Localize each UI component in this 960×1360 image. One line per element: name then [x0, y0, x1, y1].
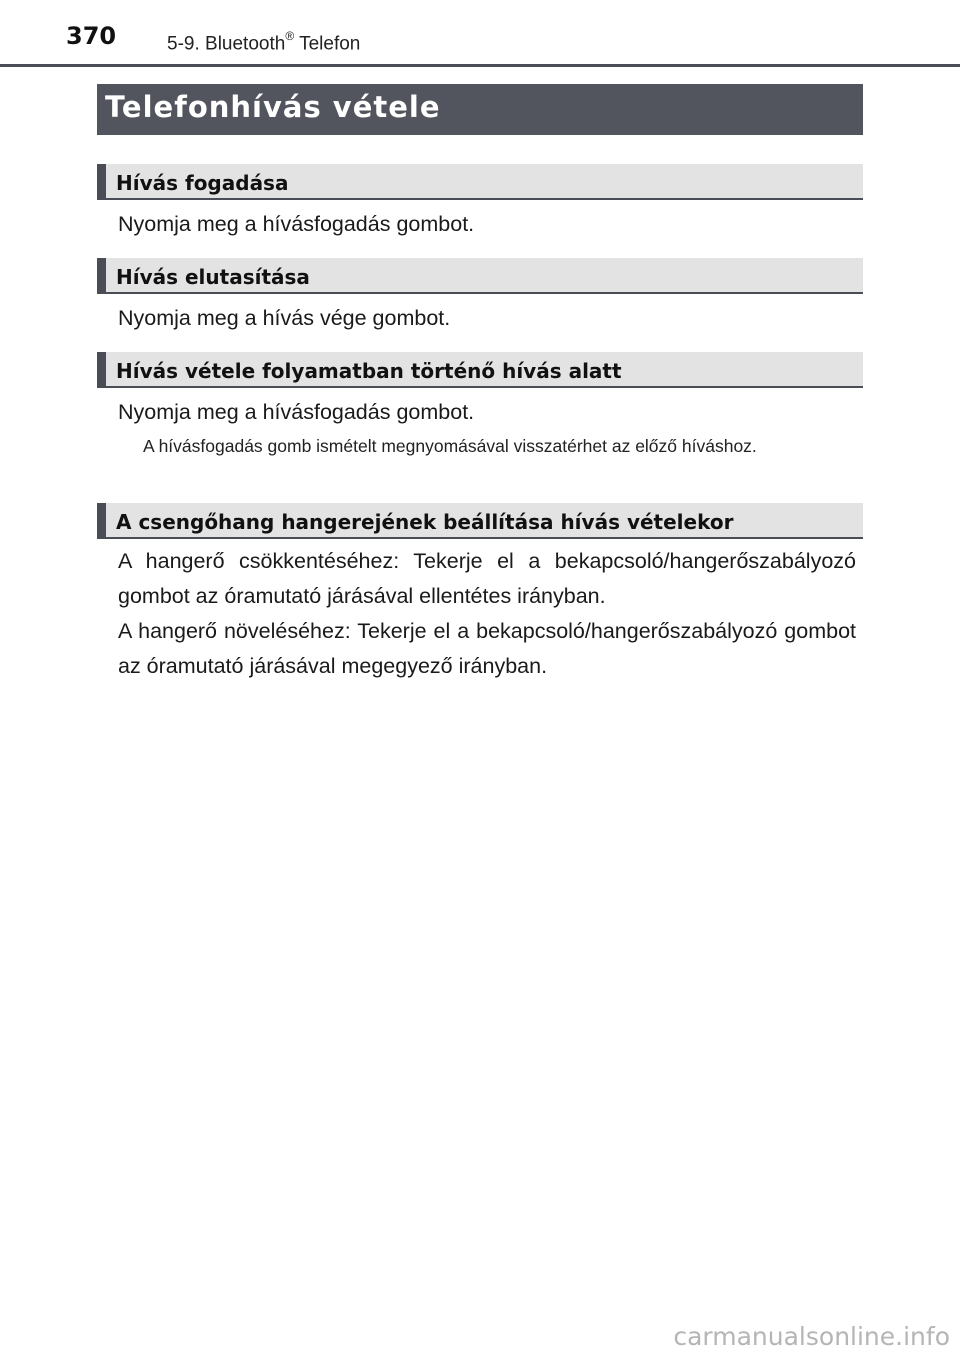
- watermark: carmanualsonline.info: [673, 1322, 950, 1351]
- chapter-prefix: 5-9. Bluetooth: [167, 33, 286, 55]
- chapter-suffix: Telefon: [294, 33, 361, 55]
- note-text: A hívásfogadás gomb ismételt megnyomásával visszatérhet az előző híváshoz.: [143, 436, 757, 456]
- paragraph: Nyomja meg a hívásfogadás gombot.: [118, 212, 475, 236]
- chapter-title: [167, 31, 360, 55]
- page-number: 370: [66, 22, 117, 50]
- paragraph: A hangerő növeléséhez: Tekerje el a bekapcsoló/hangerőszabályozó gombot az óramutató járásával megegyező irányban.: [118, 619, 856, 678]
- page-title-bar: [97, 84, 863, 135]
- section-heading-text: Hívás elutasítása: [116, 265, 310, 289]
- section-heading-call-reject: [97, 258, 863, 294]
- section-heading-ringtone-volume: [97, 503, 863, 539]
- page-header: [0, 0, 960, 68]
- paragraph: Nyomja meg a hívás vége gombot.: [118, 306, 451, 330]
- section-heading-text: Hívás vétele folyamatban történő hívás alatt: [116, 359, 622, 383]
- section-heading-text: Hívás fogadása: [116, 171, 289, 195]
- registered-mark: ®: [285, 29, 295, 43]
- section-heading-call-waiting: [97, 352, 863, 388]
- section-heading-text: A csengőhang hangerejének beállítása hívás vételekor: [116, 510, 734, 534]
- page-title: Telefonhívás vétele: [105, 90, 441, 124]
- header-rule: [0, 64, 960, 67]
- section-heading-call-answer: [97, 164, 863, 200]
- paragraph: Nyomja meg a hívásfogadás gombot.: [118, 400, 475, 424]
- paragraph: A hangerő csökkentéséhez: Tekerje el a bekapcsoló/hangerőszabályozó gombot az óramutató járásával ellentétes irányban.: [118, 549, 856, 608]
